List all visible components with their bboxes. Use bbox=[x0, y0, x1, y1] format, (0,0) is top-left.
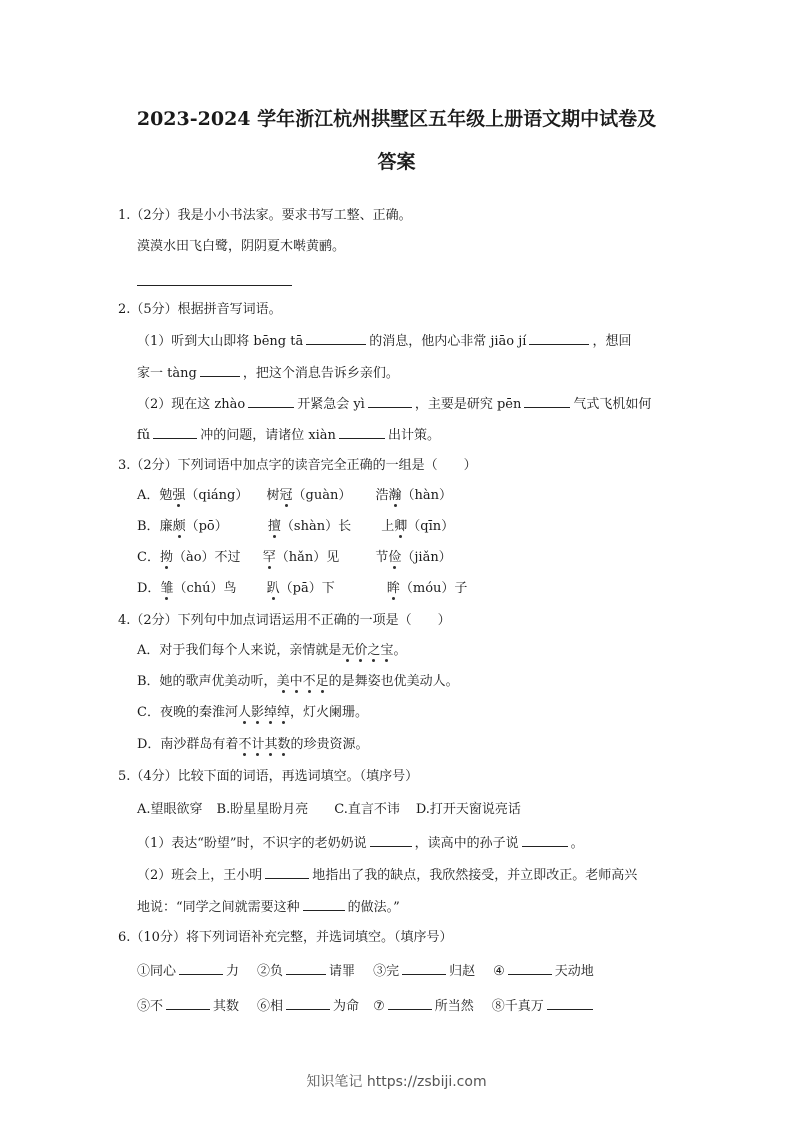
answer-blank[interactable] bbox=[265, 866, 309, 879]
q4-option-c[interactable] bbox=[137, 704, 368, 722]
q5-text: 的做法。” bbox=[347, 900, 400, 915]
dotted-char: 擅 bbox=[267, 519, 281, 534]
idiom-text: ④ bbox=[493, 964, 505, 979]
pinyin: （chú）鸟 bbox=[173, 581, 237, 596]
idiom-text: ⑤不 bbox=[137, 999, 164, 1014]
q5-stem: 5.（4分）比较下面的词语，再选词填空。（填序号） bbox=[118, 769, 419, 784]
answer-blank[interactable] bbox=[368, 395, 412, 408]
q2-text: 气式飞机如何 bbox=[573, 397, 652, 412]
word-char: 上 bbox=[381, 519, 395, 534]
dotted-char: 无 bbox=[341, 643, 355, 658]
q6-stem: 6.（10分）将下列词语补充完整，并选词填空。（填序号） bbox=[118, 930, 453, 945]
q5-part1 bbox=[137, 834, 584, 853]
dotted-char: 价 bbox=[354, 643, 368, 658]
q3-option-a[interactable] bbox=[137, 487, 452, 505]
pinyin: （shàn）长 bbox=[280, 519, 352, 534]
dotted-char: 影 bbox=[250, 705, 264, 720]
q4-stem: 4.（2分）下列句中加点词语运用不正确的一项是（ ） bbox=[118, 613, 451, 628]
option-text: 的是舞姿也优美动人。 bbox=[328, 674, 459, 689]
q2-text: 开紧急会 yì bbox=[297, 397, 365, 412]
idiom-text: ③完 bbox=[373, 964, 400, 979]
pinyin: （móu）子 bbox=[399, 581, 468, 596]
dotted-char: 趴 bbox=[266, 581, 280, 596]
q3-stem: 3.（2分）下列词语中加点字的读音完全正确的一组是（ ） bbox=[118, 458, 477, 473]
answer-blank[interactable] bbox=[547, 997, 593, 1010]
q5-text: ，读高中的孙子说 bbox=[414, 836, 519, 851]
dotted-char: 强 bbox=[172, 488, 186, 503]
doc-title-line1: 2023-2024 学年浙江杭州拱墅区五年级上册语文期中试卷及 bbox=[136, 108, 657, 130]
option-text: 。 bbox=[393, 643, 407, 658]
doc-title-line2: 答案 bbox=[377, 151, 416, 173]
q1-poem: 漠漠水田飞白鹭，阴阴夏木啭黄鹂。 bbox=[137, 239, 346, 254]
dotted-char: 俭 bbox=[388, 550, 402, 565]
q4-option-d[interactable] bbox=[137, 736, 369, 754]
dotted-char: 计 bbox=[251, 737, 265, 752]
q5-text: 。 bbox=[570, 836, 584, 851]
q3-option-b[interactable] bbox=[137, 518, 454, 536]
q2-text: 家一 tàng bbox=[137, 366, 197, 381]
answer-blank[interactable] bbox=[402, 962, 446, 975]
answer-blank[interactable] bbox=[508, 962, 552, 975]
idiom-text: ⑦ bbox=[373, 999, 385, 1014]
option-letter: D． bbox=[137, 581, 161, 596]
answer-blank[interactable] bbox=[306, 332, 366, 345]
option-text: B．她的歌声优美动听， bbox=[137, 674, 277, 689]
dotted-char: 不 bbox=[302, 674, 316, 689]
option-letter: B． bbox=[137, 519, 160, 534]
pinyin: （qiáng） bbox=[185, 488, 249, 503]
answer-blank[interactable] bbox=[522, 834, 568, 847]
q2-stem: 2.（5分）根据拼音写词语。 bbox=[118, 302, 282, 317]
idiom-text: ⑧千真万 bbox=[491, 999, 544, 1014]
q2-part1-line2 bbox=[137, 364, 399, 383]
choice-a: A.望眼欲穿 bbox=[137, 802, 203, 817]
idiom-text: 请罪 bbox=[329, 964, 356, 979]
q5-part2-line2 bbox=[137, 898, 400, 917]
dotted-char: 宝 bbox=[380, 643, 394, 658]
dotted-char: 拗 bbox=[159, 550, 173, 565]
dotted-word bbox=[238, 705, 290, 720]
idiom-text: ⑥相 bbox=[257, 999, 284, 1014]
pinyin: （hàn） bbox=[401, 488, 453, 503]
q2-text: （2）现在这 zhào bbox=[137, 397, 246, 412]
answer-blank[interactable] bbox=[524, 395, 570, 408]
answer-blank[interactable] bbox=[286, 997, 330, 1010]
option-text: A．对于我们每个人来说，亲情就是 bbox=[137, 643, 342, 658]
q5-text: 地说：“同学之间就需要这种 bbox=[137, 900, 300, 915]
q5-text: （2）班会上，王小明 bbox=[137, 868, 263, 883]
q5-text: （1）表达“盼望”时，不识字的老奶奶说 bbox=[137, 836, 367, 851]
dotted-char: 其 bbox=[264, 737, 278, 752]
dotted-char: 罕 bbox=[262, 550, 276, 565]
idiom-text: 力 bbox=[226, 964, 240, 979]
q2-text: 的消息，他内心非常 jiāo jí bbox=[369, 334, 527, 349]
dotted-char: 人 bbox=[237, 705, 251, 720]
choice-b: B.盼星星盼月亮 bbox=[216, 802, 309, 817]
option-letter: A． bbox=[137, 488, 160, 503]
dotted-word bbox=[277, 674, 329, 689]
option-letter: C． bbox=[137, 550, 160, 565]
dotted-char: 雏 bbox=[160, 581, 174, 596]
answer-blank[interactable] bbox=[286, 962, 326, 975]
dotted-word bbox=[341, 643, 393, 658]
pinyin: （pā）下 bbox=[279, 581, 335, 596]
option-text: 的珍贵资源。 bbox=[290, 737, 369, 752]
pinyin: （hǎn）见 bbox=[275, 550, 340, 565]
idiom-text: ①同心 bbox=[137, 964, 177, 979]
q1-answer-line[interactable] bbox=[137, 285, 292, 286]
q3-option-d[interactable] bbox=[137, 580, 467, 598]
pinyin: （qīn） bbox=[407, 519, 455, 534]
idiom-text: ②负 bbox=[257, 964, 284, 979]
q2-text: ，把这个消息告诉乡亲们。 bbox=[242, 366, 399, 381]
dotted-char: 冠 bbox=[279, 488, 293, 503]
footer-watermark[interactable]: 知识笔记 https://zsbiji.com bbox=[306, 1074, 487, 1090]
word-char: 浩 bbox=[375, 488, 389, 503]
pinyin: （jiǎn） bbox=[401, 550, 452, 565]
idiom-text: 其数 bbox=[213, 999, 240, 1014]
option-text: C．夜晚的秦淮河 bbox=[137, 705, 238, 720]
q6-row1 bbox=[137, 962, 594, 981]
answer-blank[interactable] bbox=[339, 426, 385, 439]
q1-stem: 1.（2分）我是小小书法家。要求书写工整、正确。 bbox=[118, 208, 412, 223]
pinyin: （ào）不过 bbox=[172, 550, 241, 565]
choice-c: C.直言不讳 bbox=[334, 802, 400, 817]
answer-blank[interactable] bbox=[200, 364, 240, 377]
answer-blank[interactable] bbox=[388, 997, 432, 1010]
option-text: ，灯火阑珊。 bbox=[290, 705, 369, 720]
q5-part2-line1 bbox=[137, 866, 637, 885]
dotted-char: 颇 bbox=[172, 519, 186, 534]
option-text: D．南沙群岛有着 bbox=[137, 737, 239, 752]
word-char: 廉 bbox=[159, 519, 173, 534]
dotted-char: 绰 bbox=[263, 705, 277, 720]
q2-text: （1）听到大山即将 bēng tā bbox=[137, 334, 304, 349]
q6-row2 bbox=[137, 997, 596, 1016]
dotted-char: 眸 bbox=[386, 581, 400, 596]
dotted-char: 之 bbox=[367, 643, 381, 658]
dotted-char: 不 bbox=[238, 737, 252, 752]
answer-blank[interactable] bbox=[303, 898, 345, 911]
q2-text: ，想回 bbox=[592, 334, 632, 349]
choice-d: D.打开天窗说亮话 bbox=[415, 802, 521, 817]
q4-option-a[interactable] bbox=[137, 642, 406, 660]
answer-blank[interactable] bbox=[179, 962, 223, 975]
q4-option-b[interactable] bbox=[137, 673, 459, 691]
dotted-word bbox=[238, 737, 290, 752]
answer-blank[interactable] bbox=[153, 426, 197, 439]
word-char: 树 bbox=[266, 488, 280, 503]
idiom-text: 归赵 bbox=[449, 964, 476, 979]
word-char: 节 bbox=[375, 550, 389, 565]
q3-option-c[interactable] bbox=[137, 549, 452, 567]
dotted-char: 绰 bbox=[277, 705, 291, 720]
word-char: 勉 bbox=[159, 488, 173, 503]
q5-options bbox=[137, 801, 521, 819]
dotted-char: 瀚 bbox=[388, 488, 402, 503]
dotted-char: 中 bbox=[289, 674, 303, 689]
dotted-char: 卿 bbox=[394, 519, 408, 534]
q2-part2-line1 bbox=[137, 395, 651, 414]
answer-blank[interactable] bbox=[370, 834, 412, 847]
q5-text: 地指出了我的缺点，我欣然接受，并立即改正。老师高兴 bbox=[312, 868, 638, 883]
answer-blank[interactable] bbox=[166, 997, 210, 1010]
q2-part1-line1 bbox=[137, 332, 631, 351]
pinyin: （guàn） bbox=[292, 488, 352, 503]
answer-blank[interactable] bbox=[529, 332, 589, 345]
idiom-text: 天动地 bbox=[554, 964, 594, 979]
q2-text: ，主要是研究 pēn bbox=[414, 397, 522, 412]
dotted-char: 美 bbox=[276, 674, 290, 689]
q2-text: 冲的问题，请诸位 xiàn bbox=[200, 428, 336, 443]
dotted-char: 足 bbox=[315, 674, 329, 689]
idiom-text: 所当然 bbox=[434, 999, 474, 1014]
q2-text: fǔ bbox=[137, 428, 151, 443]
dotted-char: 数 bbox=[277, 737, 291, 752]
q2-text: 出计策。 bbox=[387, 428, 440, 443]
idiom-text: 为命 bbox=[333, 999, 360, 1014]
answer-blank[interactable] bbox=[248, 395, 294, 408]
q2-part2-line2 bbox=[137, 426, 440, 445]
pinyin: （pō） bbox=[185, 519, 228, 534]
